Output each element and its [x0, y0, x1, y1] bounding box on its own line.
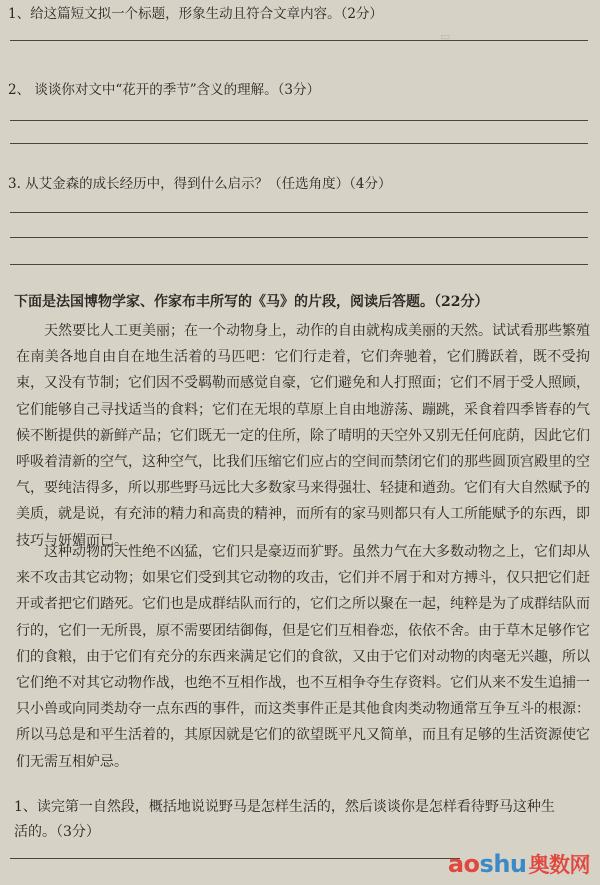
answer-line [10, 120, 588, 121]
answer-line [10, 143, 588, 144]
answer-line [10, 237, 588, 238]
answer-line [10, 40, 588, 41]
watermark-part-3: 奥数网 [528, 853, 590, 877]
answer-line [10, 264, 588, 265]
watermark-part-2: shu [479, 850, 527, 878]
reading-paragraph-1: 天然要比人工更美丽；在一个动物身上，动作的自由就构成美丽的天然。试试看那些繁殖在南美各地自由自在地生活着的马匹吧：它们行走着，它们奔驰着，它们腾跃着，既不受拘束，又没有节制；它们因不受羁勒而感觉自豪，它们避免和人打照面；它们不屑于受人照顾，它们能够自己寻找适当的食料；它们在无垠的草原上自由地游荡、蹦跳，采食着四季皆春的气候不断提供的新鲜产品；它们既无一定的住所，除了晴明的天空外又别无任何庇荫，因此它们呼吸着清新的空气，这种空气，比我们压缩它们应占的空间而禁闭它们的那些圆顶宫殿里的空气，要纯洁得多，所以那些野马远比大多数家马来得强壮、轻捷和遒劲。它们有大自然赋予的美质，就是说，有充沛的精力和高贵的精神，而所有的家马则都只有人工所能赋予的东西，即技巧与妍媚而已。 [16, 323, 590, 549]
site-watermark-logo [448, 849, 590, 879]
reading-heading: 下面是法国博物学家、作家布丰所写的《马》的片段，阅读后答题。（22分） [14, 294, 489, 310]
question-2: 2、 谈谈你对文中“花开的季节”含义的理解。（3分） [8, 82, 321, 98]
reading-question-1 [14, 796, 555, 816]
reading-paragraph-2: 这种动物的天性绝不凶猛，它们只是豪迈而犷野。虽然力气在大多数动物之上，它们却从来不攻击其它动物；如果它们受到其它动物的攻击，它们并不屑于和对方搏斗，仅只把它们赶开或者把它们踏死。它们也是成群结队而行的，它们之所以聚在一起，纯粹是为了成群结队而行的，它们一无所畏，原不需要团结御侮，但是它们互相眷恋，依依不舍。由于草木足够作它们的食粮，由于它们有充分的东西来满足它们的食欲，又由于它们对动物的肉毫无兴趣，所以它们绝不对其它动物作战，也绝不互相作战，也不互相争夺生存资料。它们从来不发生追捕一只小兽或向同类劫夺一点东西的事件，而这类事件正是其他食肉类动物通常互争互斗的根源：所以马总是和平生活着的，其原因就是它们的欲望既平凡又简单，而且有足够的生活资源使它们无需互相妒忌。 [16, 544, 590, 770]
answer-line [10, 212, 588, 213]
watermark-part-1: ao [447, 850, 480, 878]
ghost-mark: ▭ [440, 30, 451, 43]
answer-line [10, 858, 460, 859]
reading-question-1-line1: 1、读完第一自然段，概括地说说野马是怎样生活的，然后谈谈你是怎样看待野马这种生 [14, 799, 555, 815]
question-3: 3. 从艾金森的成长经历中，得到什么启示？（任选角度）（4分） [8, 176, 392, 192]
reading-question-1-line2: 活的。（3分） [14, 824, 100, 840]
question-1: 1、给这篇短文拟一个标题，形象生动且符合文章内容。（2分） [8, 6, 383, 22]
reading-question-1-cont [14, 821, 100, 841]
